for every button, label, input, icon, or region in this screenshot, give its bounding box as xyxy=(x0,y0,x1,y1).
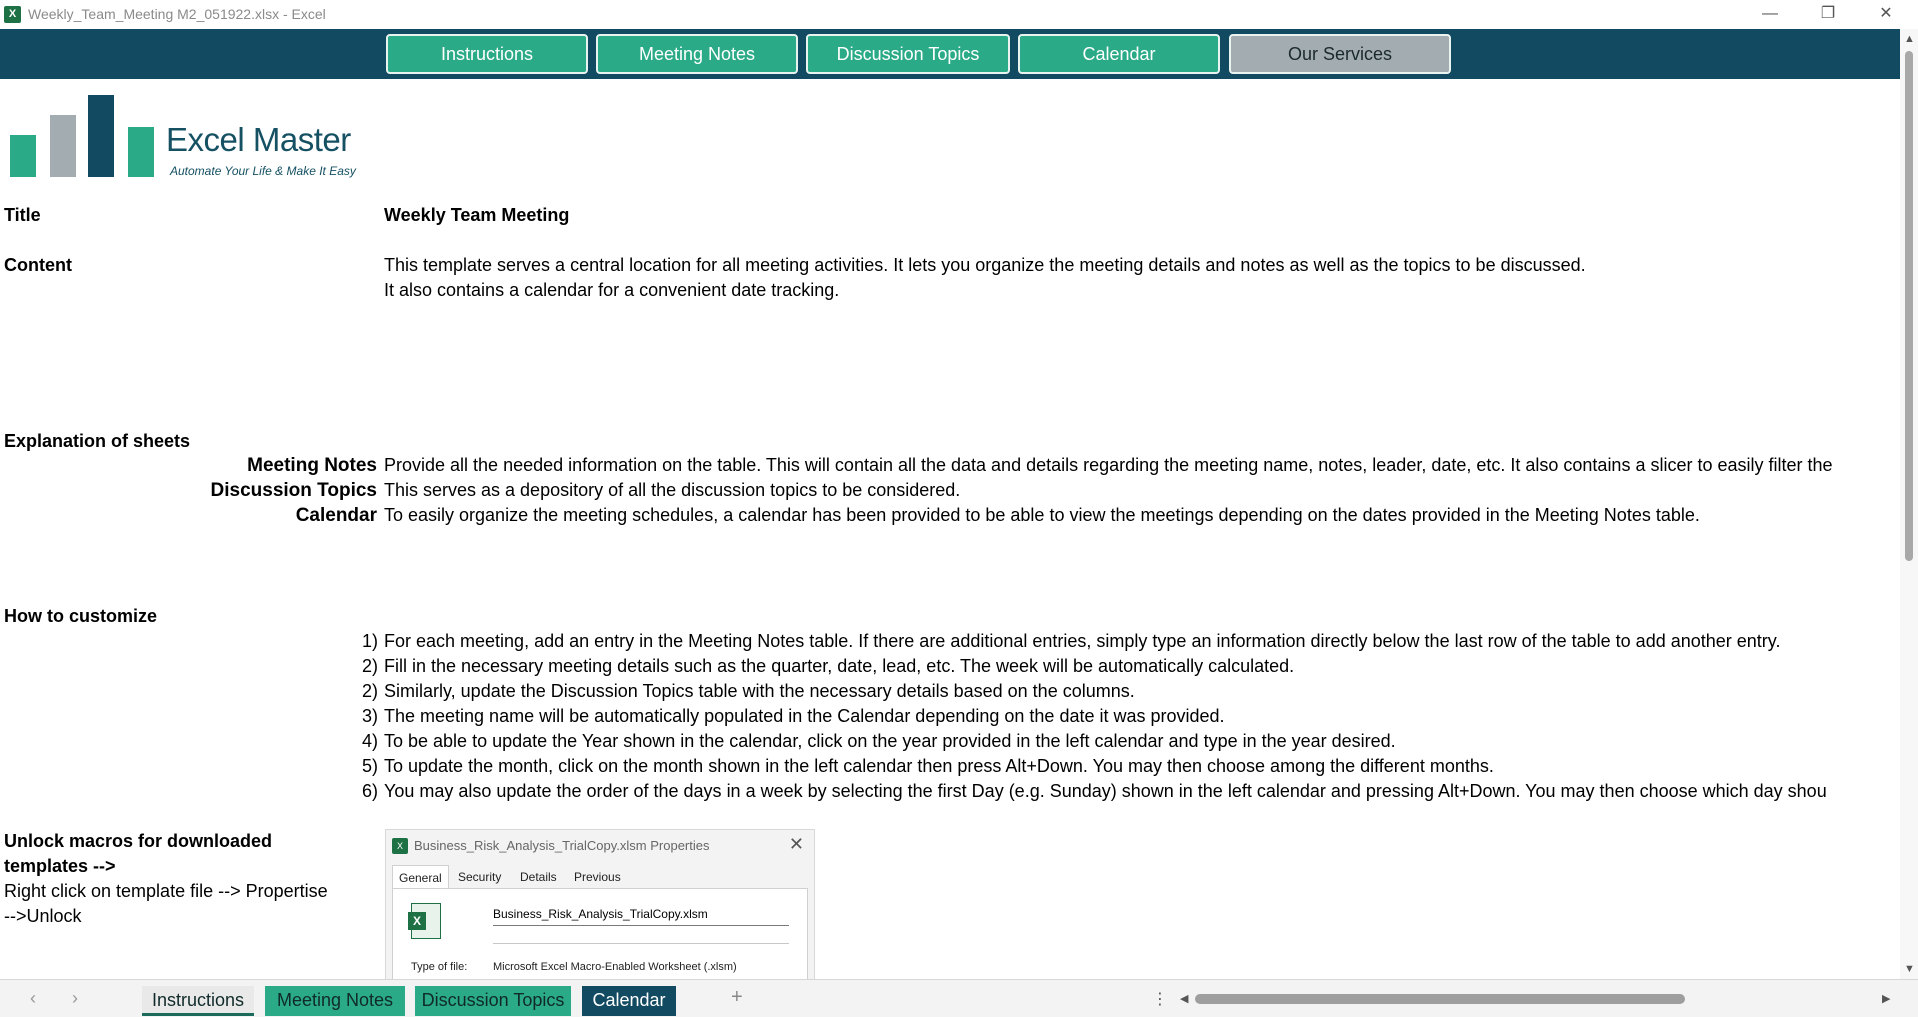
step-text: Similarly, update the Discussion Topics table with the necessary details based on the columns. xyxy=(384,681,1135,701)
sheet-tab-meeting-notes[interactable]: Meeting Notes xyxy=(265,986,405,1016)
unlock-macros-label: Unlock macros for downloaded xyxy=(4,831,273,851)
step-number: 2) xyxy=(361,681,378,701)
properties-general-panel xyxy=(392,888,808,979)
logo-tagline: Automate Your Life & Make It Easy xyxy=(170,164,356,178)
add-sheet-icon[interactable]: + xyxy=(731,986,743,1008)
logo-name: Excel Master xyxy=(166,121,351,158)
minimize-button[interactable]: — xyxy=(1762,5,1778,22)
step-text: You may also update the order of the days in a week by selecting the first Day (e.g. Sunday) shown in the left calendar and pressing Alt+Down. You may then choose which day shou xyxy=(384,781,1827,801)
sheet-navigation-bar xyxy=(0,29,1900,79)
step-text: To be able to update the Year shown in the calendar, click on the year provided in the left calendar and type in the year desired. xyxy=(384,731,1396,751)
sheet-desc-calendar: To easily organize the meeting schedules, a calendar has been provided to be able to view the meetings depending on the dates provided in the Meeting Notes table. xyxy=(384,505,1700,525)
properties-tab-security: Security xyxy=(458,870,502,884)
explanation-label: Explanation of sheets xyxy=(4,431,191,451)
previous-sheet-arrow-icon[interactable]: ‹ xyxy=(30,988,36,1008)
properties-filename: Business_Risk_Analysis_TrialCopy.xlsm xyxy=(493,907,789,926)
scroll-left-arrow-icon[interactable]: ◀ xyxy=(1180,993,1189,1005)
vertical-scrollbar[interactable] xyxy=(1900,29,1918,979)
step-text: The meeting name will be automatically populated in the Calendar depending on the date it was provided. xyxy=(384,706,1225,726)
unlock-instruction: Right click on template file --> Propertise xyxy=(4,881,328,901)
step-number: 6) xyxy=(361,781,378,801)
vertical-scroll-thumb[interactable] xyxy=(1905,51,1913,561)
step-text: To update the month, click on the month shown in the left calendar then press Alt+Down. You may then choose among the different months. xyxy=(384,756,1494,776)
content-line-2: It also contains a calendar for a convenient date tracking. xyxy=(384,280,840,300)
nav-our-services-button[interactable]: Our Services xyxy=(1229,34,1451,74)
xlsm-file-icon: X xyxy=(411,903,441,939)
instructions-sheet xyxy=(0,79,1900,979)
step-text: For each meeting, add an entry in the Meeting Notes table. If there are additional entries, simply type an information directly below the last row of the table to add another entry. xyxy=(384,631,1781,651)
customize-label: How to customize xyxy=(4,606,158,626)
file-type-value: Microsoft Excel Macro-Enabled Worksheet (.xlsm) xyxy=(493,961,737,973)
step-number: 5) xyxy=(361,756,378,776)
nav-instructions-button[interactable]: Instructions xyxy=(386,34,588,74)
properties-tab-previous-versions: Previous xyxy=(574,870,621,884)
title-value: Weekly Team Meeting xyxy=(384,205,570,225)
sheet-tab-calendar[interactable]: Calendar xyxy=(582,986,676,1016)
content-label: Content xyxy=(4,255,72,275)
step-number: 3) xyxy=(361,706,378,726)
horizontal-scroll-thumb[interactable] xyxy=(1195,994,1685,1004)
scroll-down-arrow-icon[interactable]: ▼ xyxy=(1904,963,1915,975)
title-label: Title xyxy=(4,205,41,225)
close-icon: ✕ xyxy=(788,834,804,854)
excel-master-logo xyxy=(10,87,370,177)
window-title: Weekly_Team_Meeting M2_051922.xlsx - Excel xyxy=(28,6,326,22)
sheet-tab-instructions[interactable]: Instructions xyxy=(142,986,254,1016)
properties-tab-details: Details xyxy=(520,870,557,884)
logo-bar-4 xyxy=(128,127,154,177)
sheet-tab-bar xyxy=(0,979,1918,1017)
nav-discussion-topics-button[interactable]: Discussion Topics xyxy=(806,34,1010,74)
step-number: 4) xyxy=(361,731,378,751)
close-button[interactable]: ✕ xyxy=(1879,5,1893,22)
step-number: 1) xyxy=(361,631,378,651)
sheet-desc-meeting-notes: Provide all the needed information on the table. This will contain all the data and details regarding the meeting name, notes, leader, date, etc. It also contains a slicer to easily filter the xyxy=(384,455,1833,475)
properties-tab-general: General xyxy=(392,865,449,889)
sheet-name-calendar: Calendar xyxy=(295,505,377,526)
restore-button[interactable]: ❐ xyxy=(1820,5,1836,22)
scroll-up-arrow-icon[interactable]: ▲ xyxy=(1904,33,1915,45)
divider xyxy=(493,943,789,944)
sheet-name-discussion-topics: Discussion Topics xyxy=(210,480,377,501)
excel-app-icon: X xyxy=(4,6,21,23)
unlock-instruction-2: -->Unlock xyxy=(4,906,82,926)
logo-bar-2 xyxy=(50,115,76,177)
nav-meeting-notes-button[interactable]: Meeting Notes xyxy=(596,34,798,74)
sheet-desc-discussion-topics: This serves as a depository of all the discussion topics to be considered. xyxy=(384,480,961,500)
properties-dialog-image xyxy=(385,829,815,979)
step-number: 2) xyxy=(361,656,378,676)
excel-file-icon: X xyxy=(392,838,408,854)
file-type-label: Type of file: xyxy=(411,961,468,973)
properties-dialog-title: Business_Risk_Analysis_TrialCopy.xlsm Properties xyxy=(414,838,710,853)
sheet-tab-discussion-topics[interactable]: Discussion Topics xyxy=(415,986,571,1016)
logo-bar-3 xyxy=(88,95,114,177)
unlock-macros-label-2: templates --> xyxy=(4,856,116,876)
next-sheet-arrow-icon[interactable]: › xyxy=(72,988,78,1008)
more-options-icon[interactable]: ⋮ xyxy=(1152,991,1168,1008)
sheet-name-meeting-notes: Meeting Notes xyxy=(247,455,377,476)
window-titlebar xyxy=(0,0,1918,29)
scroll-right-arrow-icon[interactable]: ▶ xyxy=(1882,993,1891,1005)
content-line-1: This template serves a central location for all meeting activities. It lets you organize the meeting details and notes as well as the topics to be discussed. xyxy=(384,255,1586,275)
step-text: Fill in the necessary meeting details such as the quarter, date, lead, etc. The week will be automatically calculated. xyxy=(384,656,1295,676)
logo-bar-1 xyxy=(10,135,36,177)
nav-calendar-button[interactable]: Calendar xyxy=(1018,34,1220,74)
